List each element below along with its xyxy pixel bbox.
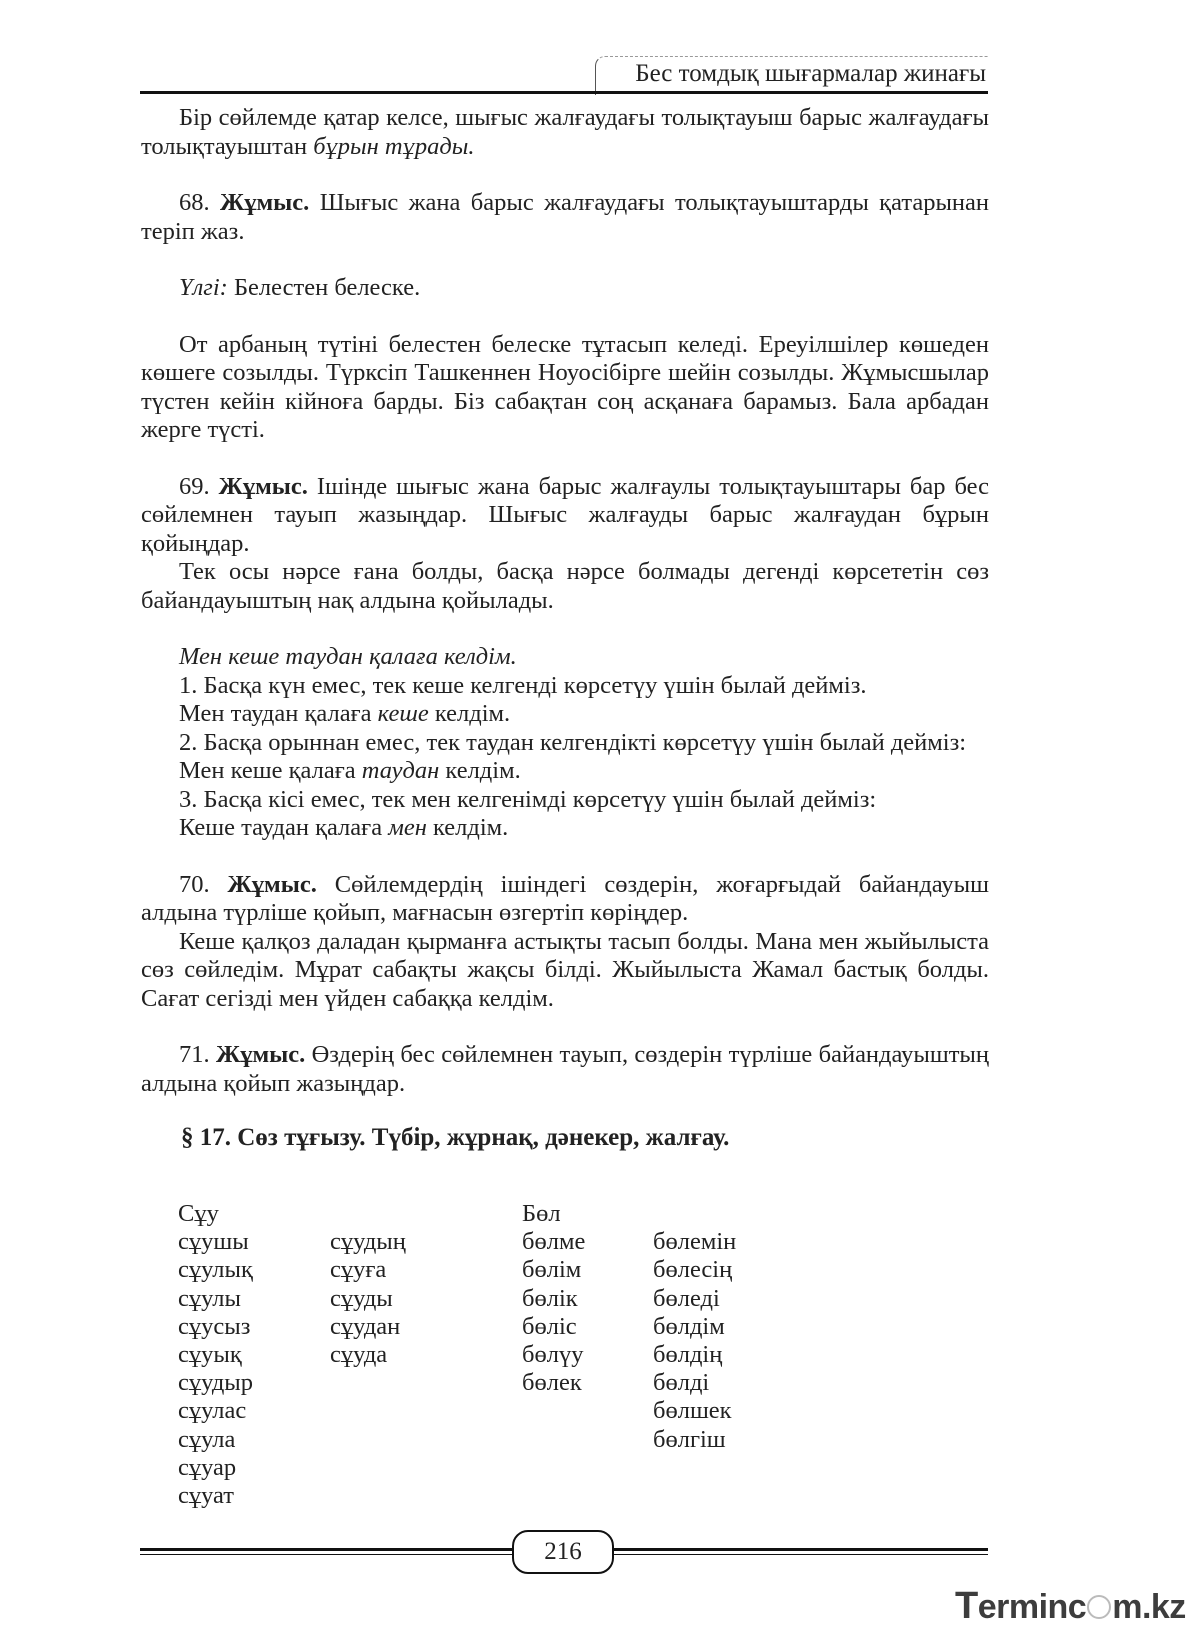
sample-text: Белестен белеске. — [227, 274, 421, 301]
task-label: Жұмыс. — [220, 189, 310, 216]
word-item: бөледі — [653, 1284, 720, 1312]
word-item: сұулық — [178, 1256, 253, 1284]
running-header — [140, 52, 988, 94]
word-item: бөлдім — [653, 1312, 725, 1340]
sentence-emphasis: кеше — [377, 700, 429, 727]
word-item: Сұу — [178, 1200, 219, 1227]
word-item: бөлшек — [653, 1397, 732, 1425]
point-2: 2. Басқа орыннан емес, тек таудан келгендікті көрсетүу үшін былай дейміз: — [179, 728, 967, 756]
word-item: бөлім — [522, 1256, 582, 1284]
word-item: бөлме — [522, 1228, 586, 1256]
word-item: бөлүу — [522, 1341, 584, 1369]
page-number: 216 — [544, 1538, 582, 1565]
task-label: Жұмыс. — [215, 1041, 306, 1068]
sample-label: Үлгі: — [179, 274, 228, 301]
watermark-text: m.kz — [1112, 1588, 1186, 1626]
task-68-instruction — [141, 189, 989, 246]
task-69-explanation: Тек осы нәрсе ғана болды, басқа нәрсе болмады дегенді көрсететін сөз байандауыштың нақ алдына қойылады. — [141, 558, 989, 614]
word-item: бөлемін — [653, 1228, 737, 1256]
watermark-letter: T — [955, 1585, 978, 1627]
task-number: 70. — [179, 870, 228, 898]
page-footer — [140, 1526, 988, 1576]
rule-paragraph — [141, 104, 989, 161]
word-item: сұулы — [178, 1284, 241, 1312]
word-item: Бөл — [522, 1200, 561, 1227]
word-columns — [178, 1200, 798, 1520]
word-item: сұусыз — [178, 1312, 251, 1340]
header-rule — [140, 91, 988, 94]
word-item: сұудан — [330, 1312, 401, 1340]
task-68-sample — [141, 274, 989, 303]
task-label: Жұмыс. — [218, 472, 308, 500]
task-69-example — [141, 643, 989, 672]
word-item: бөлдің — [653, 1341, 723, 1368]
word-item: сұулас — [178, 1397, 247, 1425]
word-column-bol-forms — [653, 1228, 736, 1454]
task-71-instruction — [141, 1041, 989, 1098]
point-3: 3. Басқа кісі емес, тек мен келгенімді көрсетүу үшін былай дейміз: — [179, 785, 877, 813]
watermark-text: erminc — [977, 1588, 1087, 1626]
word-column-bol — [522, 1200, 585, 1397]
task-70-instruction — [141, 871, 989, 928]
sentence-2 — [141, 757, 989, 786]
magnifier-icon — [1087, 1595, 1111, 1619]
task-text: Сөйлемдердің ішіндегі сөздерін, жоғарғыдай байандауыш алдына түрліше қойып, мағнасын өзгертіп көріңдер. — [141, 870, 989, 926]
word-item: сұуар — [178, 1453, 237, 1481]
sentence-part: Мен таудан қалаға — [179, 700, 378, 727]
task-70-exercise: Кеше қалқоз даладан қырманға астықты тасып болды. Мана мен жыйылыста сөз сөйледім. Мұрат сабақты жақсы білді. Жыйылыста Жамал бастық болды. Сағат сегізді мен үйден сабаққа келдім. — [141, 927, 989, 1012]
sentence-emphasis: мен — [388, 814, 427, 841]
sentence-part: келдім. — [426, 814, 509, 841]
task-69-instruction — [141, 473, 989, 559]
word-item: бөліс — [522, 1312, 577, 1340]
task-68-exercise: От арбаның түтіні белестен белеске тұтасып келеді. Ереуілшілер көшеден көшеге созылды. Түрксіп Ташкеннен Ноуосібірге шейін созылды. Жұмысшылар түстен кейін кійноға барды. Біз сабақтан соң асқанаға барамыз. Бала арбадан жерге түсті. — [141, 330, 989, 443]
word-item: сұула — [178, 1425, 236, 1453]
task-text: Өздерің бес сөйлемнен тауып, сөздерін түрліше байандауыштың алдына қойып жазыңдар. — [141, 1041, 989, 1097]
sentence-part: келдім. — [439, 757, 521, 784]
word-column-su — [178, 1200, 253, 1510]
word-item: бөлгіш — [653, 1425, 726, 1453]
section-heading: § 17. Сөз тұғызу. Түбір, жұрнақ, дәнекер, жалғау. — [181, 1124, 730, 1151]
word-item: сұушы — [178, 1228, 249, 1256]
watermark-logo — [955, 1585, 1186, 1628]
word-item: сұудыр — [178, 1369, 254, 1397]
sentence-part: келдім. — [428, 700, 511, 727]
word-item: бөлек — [522, 1369, 582, 1397]
word-item: бөлік — [522, 1284, 578, 1312]
word-item: бөлесің — [653, 1256, 733, 1284]
rule-text: Бір сөйлемде қатар келсе, шығыс жалғаудағы толықтауыш барыс жалғаудағы толықтауыштан — [141, 104, 989, 160]
word-item: сұуды — [330, 1284, 393, 1312]
word-column-su-cases — [330, 1228, 406, 1369]
sentence-1 — [141, 700, 989, 729]
sentence-part: Мен кеше қалаға — [179, 757, 362, 784]
word-item: сұудың — [330, 1228, 406, 1256]
word-item: сұуда — [330, 1341, 388, 1368]
point-1: 1. Басқа күн емес, тек кеше келгенді көрсетүу үшін былай дейміз. — [179, 671, 867, 699]
rule-text-italic: бұрын тұрады. — [313, 132, 475, 160]
task-number: 68. — [179, 189, 221, 216]
sentence-3 — [141, 814, 989, 843]
task-text: Шығыс жана барыс жалғаудағы толықтауыштарды қатарынан теріп жаз. — [141, 189, 990, 245]
task-text: Ішінде шығыс жана барыс жалғаулы толықтауыштары бар бес сөйлемнен тауып жазыңдар. Шығыс жалғауды барыс жалғаудан бұрын қойыңдар. — [141, 472, 989, 557]
page-number-frame — [512, 1530, 614, 1574]
sentence-emphasis: таудан — [361, 757, 440, 784]
task-number: 71. — [179, 1041, 216, 1068]
task-number: 69. — [179, 472, 219, 500]
sentence-part: Кеше таудан қалаға — [179, 814, 389, 841]
example-sentence: Мен кеше таудан қалаға келдім. — [179, 643, 517, 670]
task-label: Жұмыс. — [227, 870, 317, 898]
word-item: бөлді — [653, 1369, 710, 1397]
body-text — [141, 104, 989, 1153]
header-title: Бес томдық шығармалар жинағы — [635, 60, 986, 87]
word-item: сұуға — [330, 1256, 387, 1284]
word-item: сұуық — [178, 1341, 242, 1369]
word-item: сұуат — [178, 1482, 234, 1510]
